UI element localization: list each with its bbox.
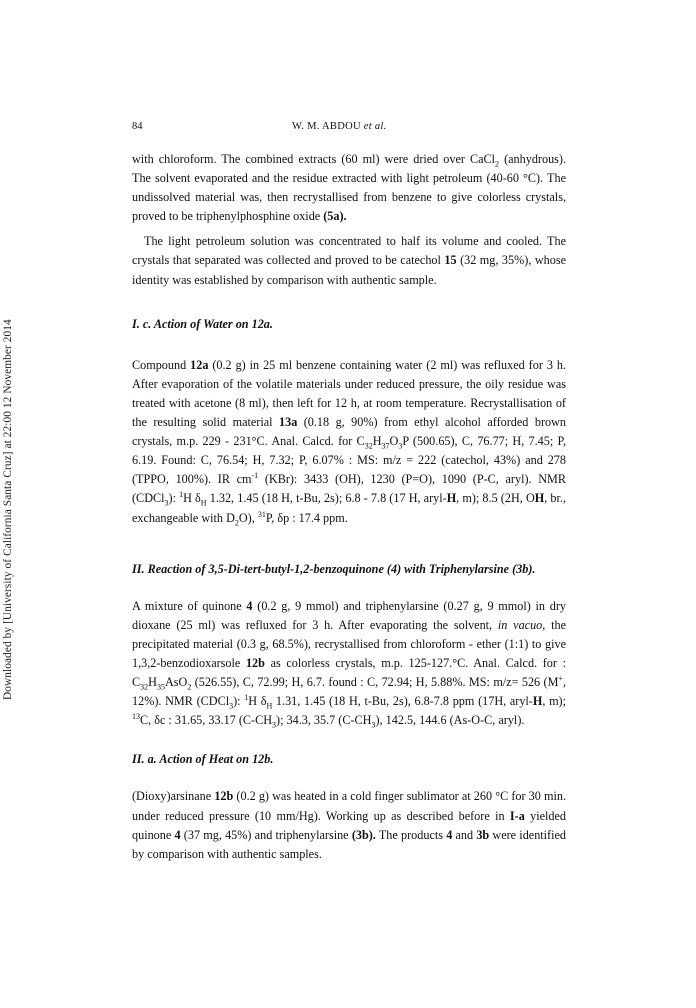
et-al: et al.	[363, 121, 387, 132]
section-heading-2a: II. a. Action of Heat on 12b.	[132, 752, 274, 767]
paragraph-5: (Dioxy)arsinane 12b (0.2 g) was heated in a cold finger sublimator at 260 °C for 30 min. under reduced pressure (10 mm/Hg). Working up as described before in I-a yielded quinone 4 (37 mg, 45%) and triphenylarsine (3b). The products 4 and 3b were identified by comparison with authentic samples.	[132, 789, 567, 861]
paragraph-4: A mixture of quinone 4 (0.2 g, 9 mmol) and triphenylarsine (0.27 g, 9 mmol) in dry dioxane (25 ml) was refluxed for 3 h. After evaporating the solvent, in vacuo, the precipitated material (0.3 g, 68.5%), recrystallised from chloroform - ether (1:1) to give 1,3,2-benzodioxarsole 12b as colorless crystals, m.p. 125-127.°C. Anal. Calcd. for : $C_{32}H_{35}AsO_2$ (526.55), C, 72.99; H, 6.7. found : C, 72.94; H, 5.88%. MS: m/z= 526 (M+, 12%). NMR (CDCl$_3$): $^1$H $\delta_H$ 1.31, 1.45 (18 H, t-Bu, 2s), 6.8-7.8 ppm (17H, aryl-H, m); $^{13}$C, δc : 31.65, 33.17 $(C-CH_3)$; 34.3, 35.7 $(C-CH_3)$, 142.5, 144.6 (As-O-C, aryl).	[132, 598, 567, 730]
author-line	[292, 121, 387, 132]
section-heading-1c: I. c. Action of Water on 12a.	[132, 316, 273, 331]
page-number: 84	[132, 121, 143, 132]
paragraph-1: with chloroform. The combined extracts (60 ml) were dried over CaCl$_2$ (anhydrous). The solvent evaporated and the residue extracted with light petroleum (40-60 °C). The undissolved material was, then recrystallised from benzene to give colorless crystals, proved to be triphenylphosphine oxide (5a).	[132, 152, 567, 224]
section-heading-2: II. Reaction of 3,5-Di-tert-butyl-1,2-benzoquinone (4) with Triphenylarsine (3b).	[132, 561, 536, 576]
paragraph-2: The light petroleum solution was concentrated to half its volume and cooled. The crystals that separated was collected and proved to be catechol 15 (32 mg, 35%), whose identity was established by comparison with authentic sample.	[132, 234, 566, 287]
paragraph-3: Compound 12a (0.2 g) in 25 ml benzene containing water (2 ml) was refluxed for 3 h. After evaporation of the volatile materials under reduced pressure, the oily residue was treated with acetone (8 ml), then left for 12 h, at room temperature. Recrystallisation of the resulting solid material 13a (0.18 g, 90%) from ethyl alcohol afforded brown crystals, m.p. 229 - 231°C. Anal. Calcd. for $C_{32}H_{37}O_3P$ (500.65), C, 76.77; H, 7.45; P, 6.19. Found: C, 76.54; H, 7.32; P, 6.07% : MS: m/z = 222 (catechol, 43%) and 278 (TPPO, 100%). IR $cm^{-1}$ (KBr): 3433 (OH), 1230 (P=O), 1090 (P-C, aryl). NMR (CDCl$_3$): $^1$H $\delta_H$ 1.32, 1.45 (18 H, t-Bu, 2s); 6.8 - 7.8 (17 H, aryl-H, m); 8.5 (2H, OH, br., exchangeable with $D_2O$), $^{31}$P, δp : 17.4 ppm.	[132, 357, 566, 527]
download-stamp: Downloaded by [University of California Santa Cruz] at 22:00 12 November 2014	[2, 319, 14, 700]
article-body	[132, 150, 566, 864]
author-name: W. M. ABDOU	[292, 121, 361, 132]
